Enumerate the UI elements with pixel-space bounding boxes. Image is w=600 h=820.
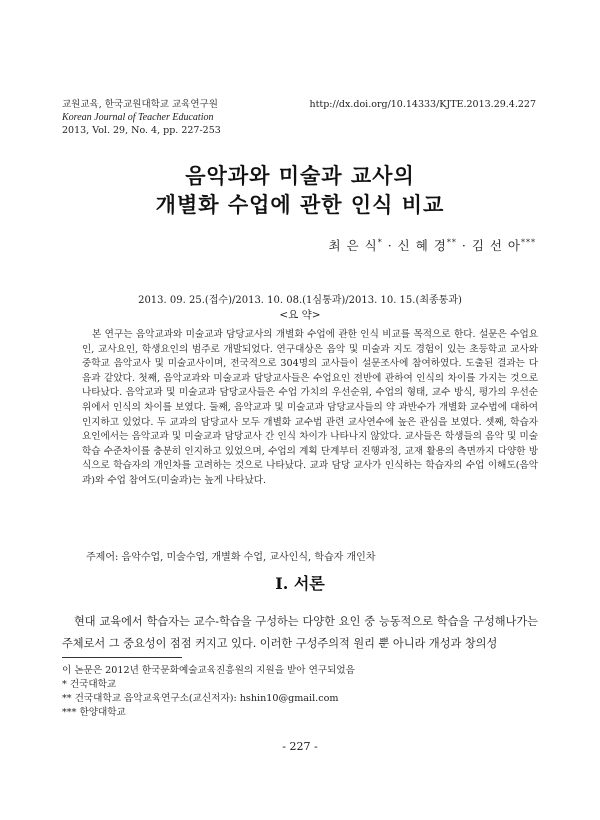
journal-english-name: Korean Journal of Teacher Education <box>62 112 214 123</box>
abstract-body <box>82 328 538 489</box>
journal-korean-name: 교원교육, 한국교원대학교 교육연구원 <box>62 99 218 110</box>
author-name: 신 혜 경 <box>397 238 447 253</box>
author-separator: · <box>461 238 467 253</box>
footnote-author-2: ** 건국대학교 음악교육연구소(교신저자): hshin10@gmail.com <box>62 693 339 704</box>
title-line-1: 음악과와 미술과 교사의 <box>185 164 415 188</box>
footnote-author-3: *** 한양대학교 <box>62 707 126 718</box>
author-name: 최 은 식 <box>328 238 378 253</box>
author-mark: *** <box>521 237 536 247</box>
footnote-funding: 이 논문은 2012년 한국문화예술교육진흥원의 지원을 받아 연구되었음 <box>62 665 355 676</box>
title-line-2: 개별화 수업에 관한 인식 비교 <box>155 193 445 217</box>
author-separator: · <box>387 238 393 253</box>
page-number: - 227 - <box>282 740 318 753</box>
footnote-author-1: * 건국대학교 <box>62 679 117 690</box>
section-text: 현대 교육에서 학습자는 교수-학습을 구성하는 다양한 요인 중 능동적으로 학습을 구성해나가는 주체로서 그 중요성이 점점 커지고 있다. 이러한 구성주의적 원리 뿐 아니라 개성과 창의성 <box>62 615 538 650</box>
doi-link[interactable]: http://dx.doi.org/10.14333/KJTE.2013.29.4.227 <box>309 99 536 110</box>
abstract-text: 본 연구는 음악교과와 미술교과 담당교사의 개별화 수업에 관한 인식 비교를 목적으로 한다. 설문은 수업요인, 교사요인, 학생요인의 범주로 개발되었다. 연구대상은 음악 및 미술과 지도 경험이 있는 초등학교 교사와 중학교 음악교사 및 미술교사이며, 전국적으로 304명의 교사들이 설문조사에 참여하였다. 도출된 결과는 다음과 같았다. 첫째, 음악교과와 미술교과 담당교사들은 수업요인 전반에 관하여 인식의 차이를 가지는 것으로 나타났다. 음악교과 및 미술교과 담당교사들은 수업 가치의 우선순위, 수업의 형태, 교수 방식, 평가의 우선순위에서 인식의 차이를 보였다. 둘째, 음악교과 및 미술교과 담당교사들의 약 과반수가 개별화 교수법에 대하여 인지하고 있었다. 두 교과의 담당교사 모두 개별화 교수법 관련 교사연수에 높은 관심을 보였다. 셋째, 학습자요인에서는 음악교과 및 미술교과 담당교사 간 인식 차이가 나타나지 않았다. 교사들은 학생들의 음악 및 미술학습 수준차이를 충분히 인지하고 있었으며, 수업의 계획 단계부터 진행과정, 교재 활용의 측면까지 다양한 방식으로 학습자의 개인차를 고려하는 것으로 나타났다. 교과 담당 교사가 인식하는 학습자의 수업 이해도(음악과)와 수업 참여도(미술과)는 높게 나타났다. <box>82 329 538 486</box>
footnote-divider <box>62 657 182 658</box>
author-list <box>329 236 536 254</box>
submission-dates: 2013. 09. 25.(접수)/2013. 10. 08.(1심통과)/2013. 10. 15.(최종통과) <box>138 295 462 306</box>
section-body <box>62 611 538 655</box>
volume-info: 2013, Vol. 29, No. 4, pp. 227-253 <box>62 125 221 136</box>
abstract-heading: <요 약> <box>279 309 321 321</box>
keywords: 주제어: 음악수업, 미술수업, 개별화 수업, 교사인식, 학습자 개인차 <box>86 552 376 563</box>
section-title: I. 서론 <box>275 574 325 593</box>
author-name: 김 선 아 <box>471 238 521 253</box>
author-mark: ** <box>446 237 457 247</box>
author-mark: * <box>377 237 383 247</box>
